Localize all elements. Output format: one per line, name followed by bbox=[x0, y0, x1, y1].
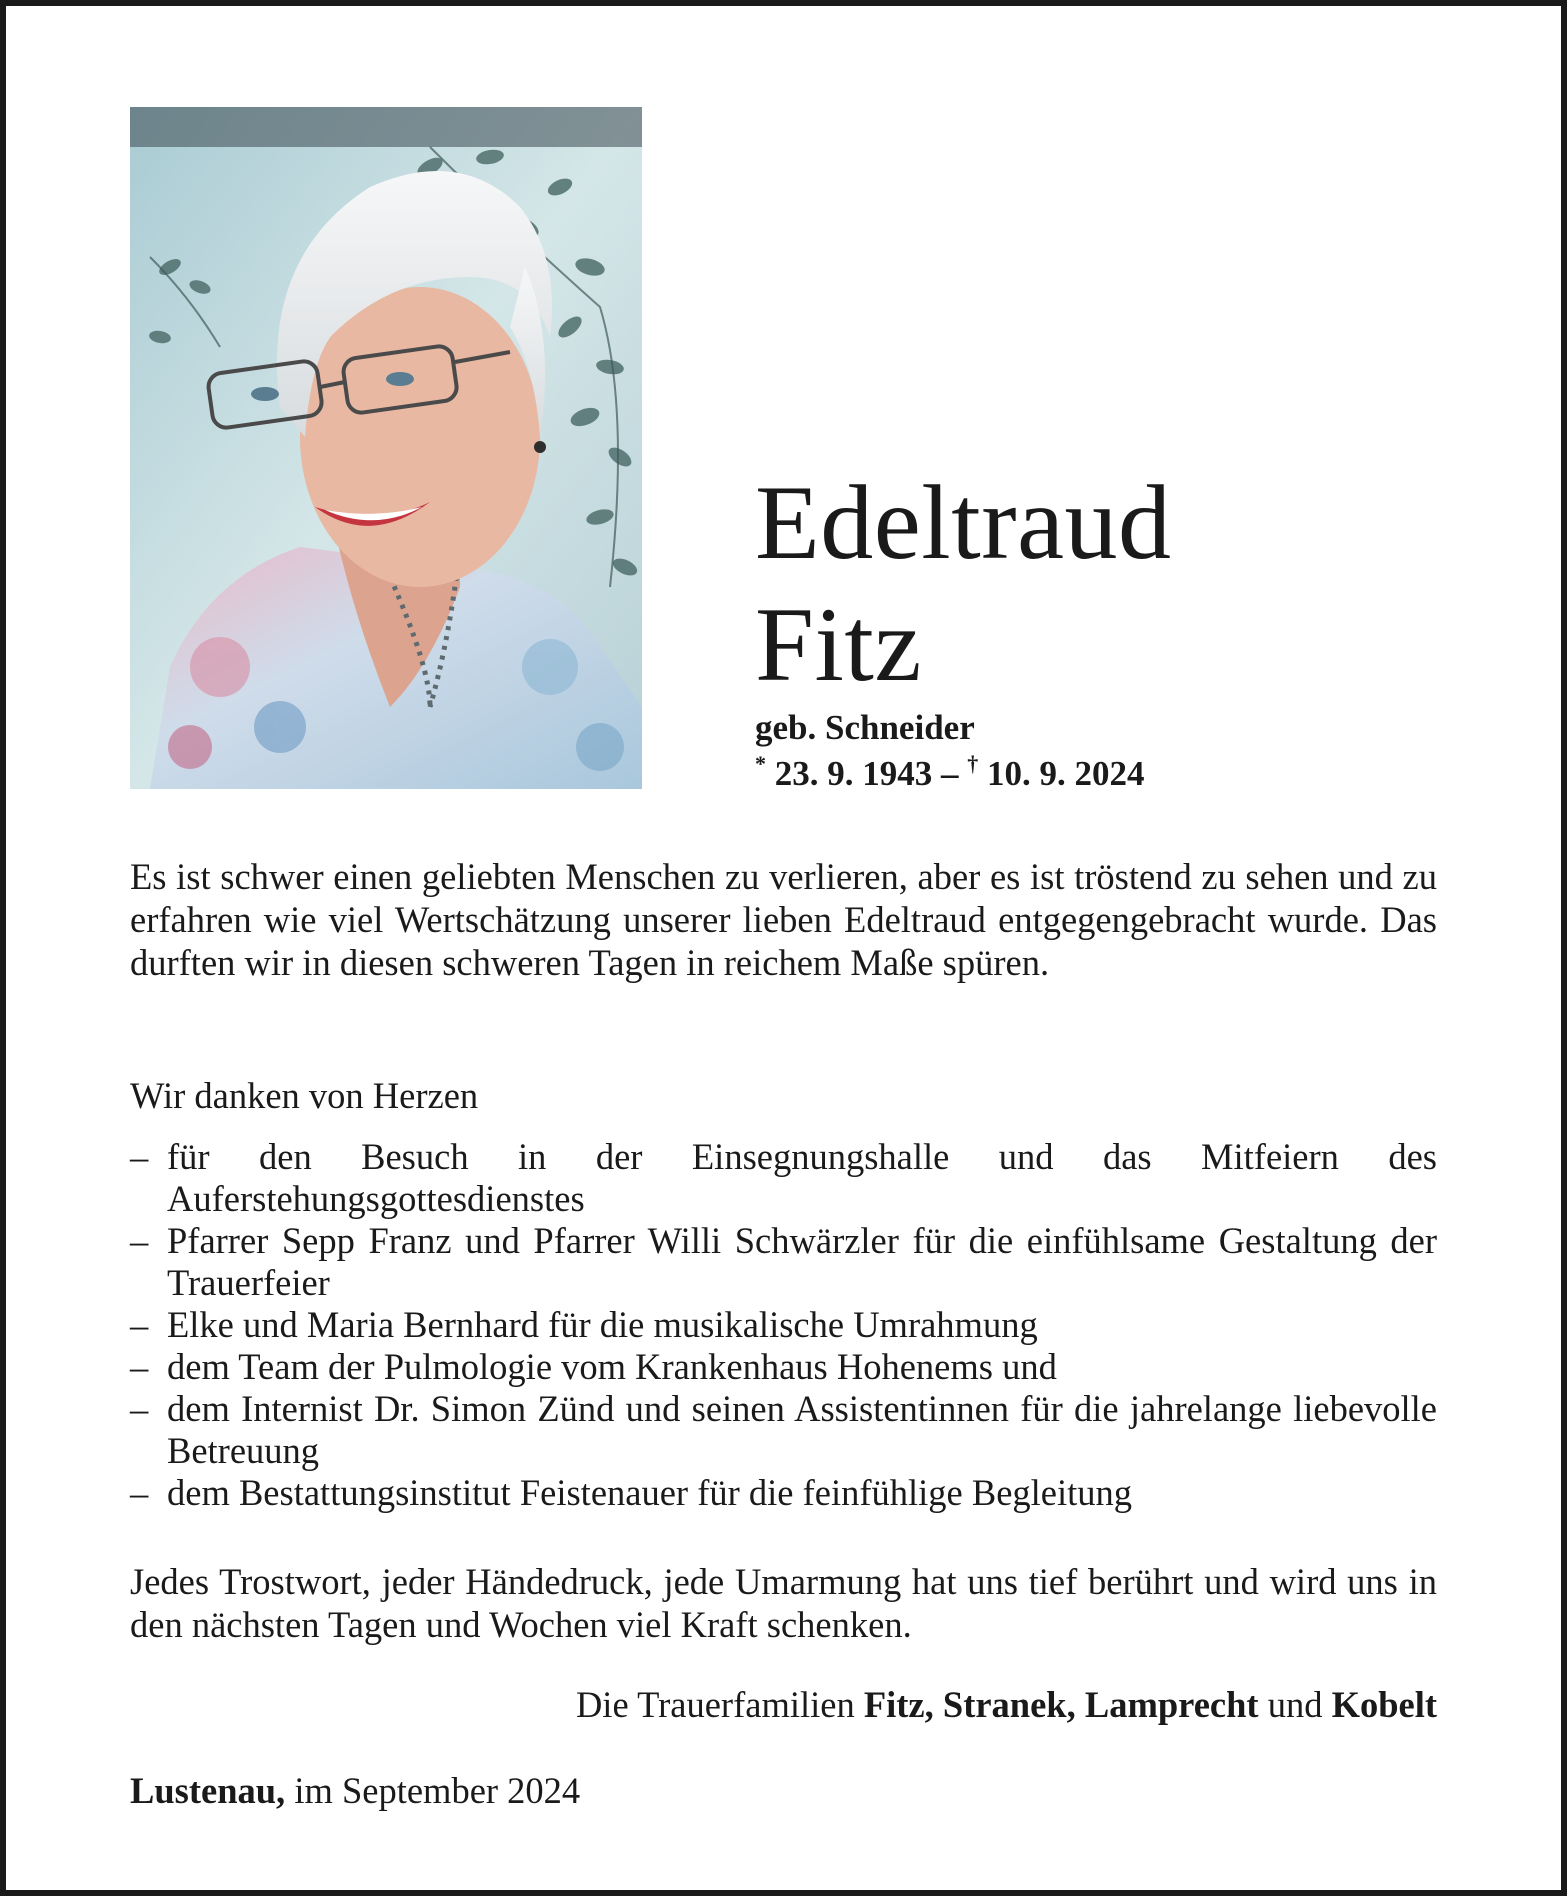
list-item-text: Pfarrer Sepp Franz und Pfarrer Willi Schwärzler für die einfühlsame Gestaltung der Trauerfeier bbox=[167, 1220, 1437, 1303]
place: Lustenau, bbox=[130, 1770, 286, 1811]
first-name: Edeltraud bbox=[755, 464, 1172, 581]
life-dates bbox=[755, 752, 1145, 796]
list-item-text: Elke und Maria Bernhard für die musikalische Umrahmung bbox=[167, 1304, 1038, 1345]
list-item bbox=[130, 1472, 1437, 1514]
death-date: 10. 9. 2024 bbox=[987, 754, 1145, 793]
list-item bbox=[130, 1346, 1437, 1388]
portrait-photo bbox=[130, 107, 642, 789]
list-item bbox=[130, 1304, 1437, 1346]
dash-bullet: – bbox=[130, 1388, 149, 1429]
list-item-text: dem Internist Dr. Simon Zünd und seinen Assistentinnen für die jahrelange liebevolle Betreuung bbox=[167, 1388, 1437, 1471]
date: im September 2024 bbox=[294, 1770, 581, 1811]
birth-name: geb. Schneider bbox=[755, 708, 975, 747]
signature-prefix: Die Trauerfamilien bbox=[575, 1684, 855, 1725]
dash-bullet: – bbox=[130, 1472, 149, 1513]
death-symbol: † bbox=[967, 751, 979, 776]
dash-bullet: – bbox=[130, 1220, 149, 1261]
signature-conjunction: und bbox=[1267, 1684, 1323, 1725]
dash-bullet: – bbox=[130, 1346, 149, 1387]
place-date bbox=[130, 1769, 580, 1812]
list-item-text: dem Bestattungsinstitut Feistenauer für die feinfühlige Begleitung bbox=[167, 1472, 1133, 1513]
dash-bullet: – bbox=[130, 1304, 149, 1345]
list-item bbox=[130, 1136, 1437, 1220]
signature bbox=[576, 1683, 1437, 1726]
list-item-text: dem Team der Pulmologie vom Krankenhaus Hohenems und bbox=[167, 1346, 1057, 1387]
thanks-heading: Wir danken von Herzen bbox=[130, 1075, 479, 1116]
dash-bullet: – bbox=[130, 1136, 149, 1177]
birth-symbol: * bbox=[755, 751, 766, 776]
birth-date: 23. 9. 1943 bbox=[774, 754, 933, 793]
last-name: Fitz bbox=[755, 586, 922, 703]
list-item-text: für den Besuch in der Einsegnungshalle und das Mitfeiern des Auferstehungsgottesdienstes bbox=[167, 1136, 1437, 1219]
family-name: Kobelt bbox=[1331, 1684, 1437, 1725]
family-name: Fitz, bbox=[863, 1684, 934, 1725]
list-item bbox=[130, 1388, 1437, 1472]
thanks-list bbox=[130, 1136, 1437, 1514]
closing-paragraph: Jedes Trostwort, jeder Händedruck, jede Umarmung hat uns tief berührt und wird uns in den nächsten Tagen und Wochen viel Kraft schenken. bbox=[130, 1561, 1437, 1645]
family-name: Stranek, bbox=[942, 1684, 1076, 1725]
family-name: Lamprecht bbox=[1084, 1684, 1259, 1725]
list-item bbox=[130, 1220, 1437, 1304]
date-separator: – bbox=[941, 754, 959, 793]
deceased-name bbox=[755, 462, 1172, 706]
intro-paragraph: Es ist schwer einen geliebten Menschen zu verlieren, aber es ist tröstend zu sehen und zu erfahren wie viel Wertschätzung unserer lieben Edeltraud entgegengebracht wurde. Das durften wir in diesen schweren Tagen in reichem Maße spüren. bbox=[130, 856, 1437, 983]
